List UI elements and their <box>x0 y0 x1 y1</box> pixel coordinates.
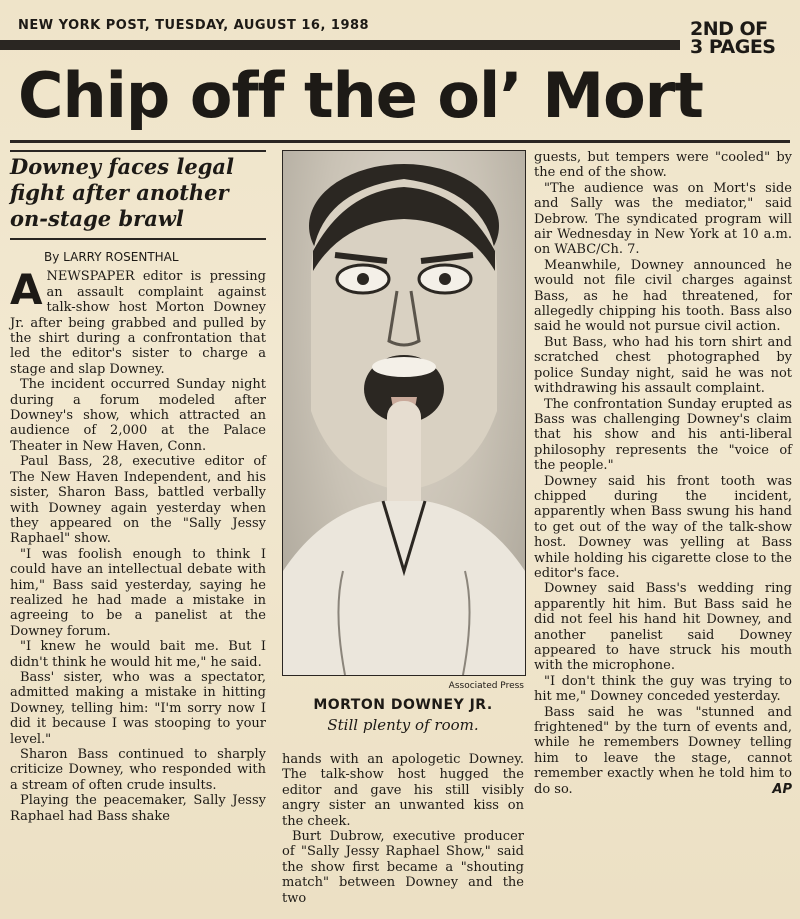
paragraph: The incident occurred Sunday night during a forum modeled after Downey's show, which attracted an audience of 2,000 at the Palace Theater in New Haven, Conn. <box>10 377 266 454</box>
drop-cap: A <box>10 265 43 315</box>
photo-credit: Associated Press <box>448 681 524 691</box>
article-column-2 <box>282 752 524 906</box>
paragraph: Bass' sister, who was a spectator, admitted making a mistake in hitting Downey, telling him: "I'm sorry now I did it because I was stooping to your level." <box>10 669 266 747</box>
paragraph-text: Bass said he was "stunned and frightened" by the turn of events and, while he remembers Downey telling him to leave the stage, cannot remember exactly when he told him to do so. <box>534 704 792 797</box>
paragraph: The confrontation Sunday erupted as Bass was challenging Downey's claim that his show and his anti-liberal philosophy represents the "voice of the people." <box>534 396 792 474</box>
end-mark: AP <box>772 781 792 797</box>
paragraph: "I was foolish enough to think I could have an intellectual debate with him," Bass said yesterday, saying he realized he had made a mistake in agreeing to be a panelist at the Downey forum. <box>10 546 266 639</box>
paragraph: guests, but tempers were "cooled" by the end of the show. <box>534 150 792 181</box>
paragraph: Burt Dubrow, executive producer of "Sally Jessy Raphael Show," said the show first became a "shouting match" between Downey and the two <box>282 829 524 906</box>
page-count-line-2: 3 PAGES <box>690 36 776 58</box>
deck-subheadline: Downey faces legal fight after another on-stage brawl <box>10 150 266 240</box>
caption-name: MORTON DOWNEY JR. <box>313 697 493 713</box>
paragraph: Sharon Bass continued to sharply criticize Downey, who responded with a stream of often crude insults. <box>10 747 266 793</box>
article-column-1 <box>10 150 266 824</box>
masthead-rule <box>0 40 680 50</box>
paragraph: "I knew he would bait me. But I didn't think he would hit me," he said. <box>10 639 266 670</box>
paragraph: But Bass, who had his torn shirt and scratched chest photographed by police Sunday night, said he was not withdrawing his assault complaint. <box>534 334 792 397</box>
paragraph <box>534 705 792 797</box>
paragraph: Paul Bass, 28, executive editor of The New Haven Independent, and his sister, Sharon Bass, battled verbally with Downey again yesterday when they appeared on the "Sally Jessy Raphael" show. <box>10 454 266 547</box>
article-column-3 <box>534 150 792 797</box>
portrait-illustration <box>283 151 525 675</box>
paragraph-text: NEWSPAPER editor is pressing an assault complaint against talk-show host Morton Downey Jr. after being grabbed and pulled by the shirt during a confrontation that led the editor's sister to charge a stage and slap Downey. <box>10 269 266 377</box>
headline: Chip off the ol’ Mort <box>18 59 703 132</box>
paragraph: "I don't think the guy was trying to hit me," Downey conceded yesterday. <box>534 673 792 705</box>
headline-rule <box>10 140 790 143</box>
paragraph: Meanwhile, Downey announced he would not file civil charges against Bass, as he had threatened, for allegedly chipping his tooth. Bass also said he would not pursue civil action. <box>534 257 792 335</box>
masthead-dateline: NEW YORK POST, TUESDAY, AUGUST 16, 1988 <box>18 18 370 33</box>
page-count-badge <box>690 20 790 56</box>
caption-text: Still plenty of room. <box>327 716 479 734</box>
paragraph: hands with an apologetic Downey. The talk-show host hugged the editor and gave his still visibly angry sister an unwanted kiss on the cheek. <box>282 752 524 829</box>
byline: By LARRY ROSENTHAL <box>44 250 179 264</box>
paragraph: "The audience was on Mort's side and Sally was the mediator," said Debrow. The syndicated program will air Wednesday in New York at 10 a.m. on WABC/Ch. 7. <box>534 180 792 258</box>
page-count-line-1: 2ND OF <box>690 18 768 40</box>
paragraph: Playing the peacemaker, Sally Jessy Raphael had Bass shake <box>10 793 266 824</box>
photo-morton-downey <box>282 150 526 676</box>
lead-paragraph <box>10 265 266 377</box>
paragraph: Downey said his front tooth was chipped during the incident, apparently when Bass swung his hand to get out of the way of the talk-show host. Downey was yelling at Bass while holding his cigarette close to the editor's face. <box>534 473 792 581</box>
paragraph: Downey said Bass's wedding ring apparently hit him. But Bass said he did not feel his hand hit Downey, and another panelist said Downey appeared to have struck his mouth with the microphone. <box>534 581 792 674</box>
